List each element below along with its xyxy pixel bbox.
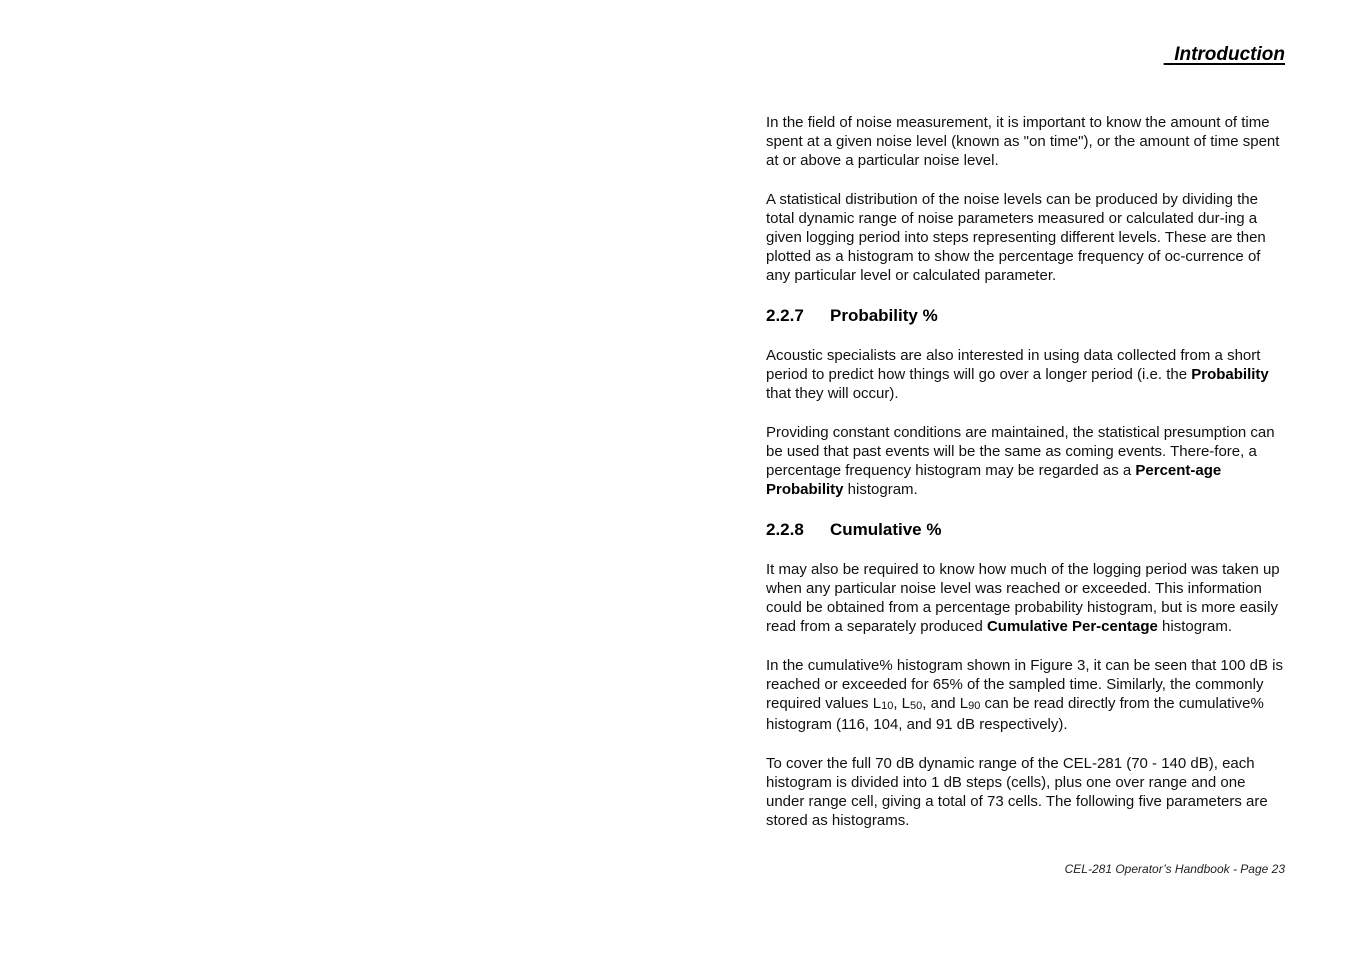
section-number: 2.2.8 [766, 520, 804, 539]
subscript: 10 [881, 700, 894, 712]
subscript: 50 [910, 700, 923, 712]
intro-paragraph-2: A statistical distribution of the noise levels can be produced by dividing the total dynamic range of noise parameters measured or calculated dur-ing a given logging period into steps representing different levels. These are then plotted as a histogram to show the percentage frequency of oc-currence of any particular level or calculated parameter. [766, 191, 1266, 284]
bold-term: Percent-age Probability [766, 462, 1222, 498]
text-column [766, 113, 1286, 830]
text-run: histogram. [843, 481, 918, 498]
text-run: , and L [922, 695, 969, 712]
bold-term: Probability [1191, 366, 1269, 383]
section-heading-cumulative [766, 519, 1286, 541]
text-run: Providing constant conditions are maintained, the statistical presumption can be used that past events will be the same as coming events. There-fore, a percentage frequency histogram may be regarded as a [766, 424, 1275, 479]
cumulative-paragraph-1 [766, 560, 1286, 636]
text-run: that they will occur). [766, 385, 899, 402]
text-run: It may also be required to know how much of the logging period was taken up when any particular noise level was reached or exceeded. This information could be obtained from a percentage probability histogram, but is more easily read from a separately produced [766, 561, 1280, 635]
subscript: 90 [968, 700, 981, 712]
section-heading-probability [766, 305, 1286, 327]
bold-term: Cumulative Per-centage [986, 618, 1158, 635]
page-footer: CEL-281 Operator’s Handbook - Page 23 [1064, 862, 1285, 876]
section-title: Cumulative % [830, 520, 942, 539]
section-number: 2.2.7 [766, 306, 804, 325]
page-header [1164, 44, 1285, 66]
cumulative-paragraph-2 [766, 656, 1286, 734]
header-title: Introduction [1174, 44, 1285, 65]
text-run: In the cumulative% histogram shown in Figure 3, it can be seen that 100 dB is reached or exceeded for 65% of the sampled time. Similarly, the commonly required values L [766, 657, 1283, 712]
text-run: histogram. [1157, 618, 1233, 635]
cumulative-paragraph-3: To cover the full 70 dB dynamic range of the CEL-281 (70 - 140 dB), each histogram is divided into 1 dB steps (cells), plus one over range and one under range cell, giving a total of 73 cells. The following five parameters are stored as histograms. [766, 755, 1268, 829]
header-underline-lead [1164, 44, 1175, 65]
text-run: Acoustic specialists are also interested in using data collected from a short period to predict how things will go over a longer period (i.e. the [766, 347, 1261, 383]
section-title: Probability % [830, 306, 938, 325]
probability-paragraph-1 [766, 346, 1286, 403]
text-run: can be read directly from the cumulative% histogram (116, 104, and 91 dB respectively). [766, 695, 1264, 733]
intro-paragraph-1: In the field of noise measurement, it is important to know the amount of time spent at a given noise level (known as "on time"), or the amount of time spent at or above a particular noise level. [766, 114, 1280, 169]
text-run: , L [893, 695, 911, 712]
probability-paragraph-2 [766, 423, 1286, 499]
